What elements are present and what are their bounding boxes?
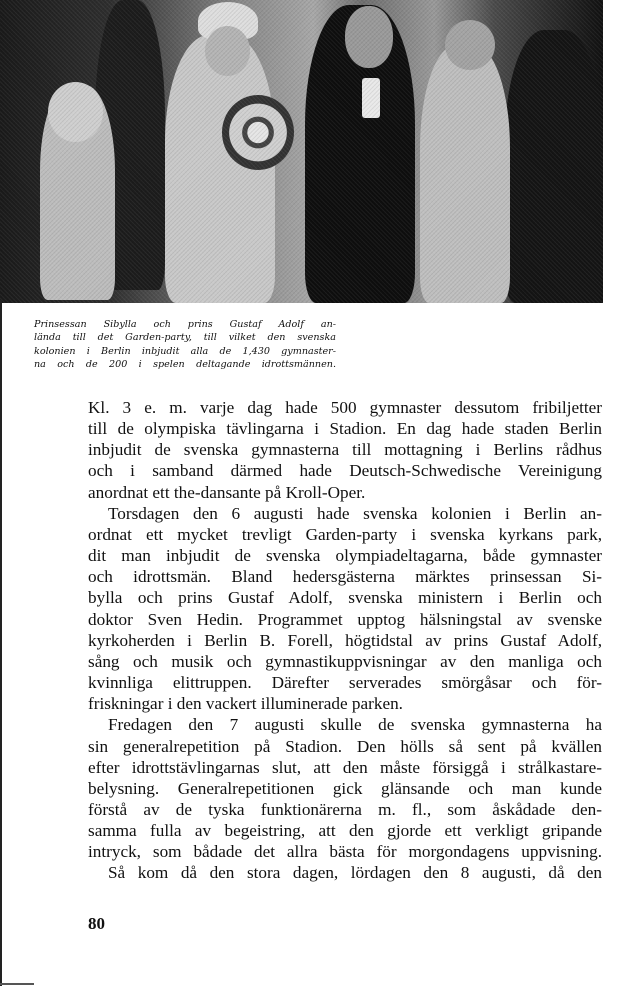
body-line: Fredagen den 7 augusti skulle de svenska gymnasterna ha	[108, 715, 602, 735]
scan-edge-left	[0, 300, 2, 986]
body-line: doktor Sven Hedin. Programmet upptog hälsningstal av svenske	[88, 609, 602, 629]
body-line: Så kom då den stora dagen, lördagen den 8 augusti, då den	[108, 863, 602, 883]
body-line: sång och musik och gymnastikuppvisningar av den manliga och	[88, 651, 602, 671]
photo-halftone-grain	[0, 0, 603, 303]
photo-caption	[34, 318, 336, 371]
page-number: 80	[88, 914, 105, 933]
caption-line: kolonien i Berlin inbjudit alla de 1,430 gymnaster-	[34, 345, 336, 357]
body-line: Torsdagen den 6 augusti hade svenska kolonien i Berlin an-	[108, 503, 602, 523]
body-line: inbjudit de svenska gymnasterna till mottagning i Berlins rådhus	[88, 440, 602, 460]
body-line: Kl. 3 e. m. varje dag hade 500 gymnaster dessutom fribiljetter	[88, 398, 602, 417]
body-line: och idrottsmän. Bland hedersgästerna märktes prinsessan Si-	[88, 567, 602, 587]
body-line: anordnat ett the-dansante på Kroll-Oper.	[88, 482, 366, 502]
caption-line: Prinsessan Sibylla och prins Gustaf Adolf an-	[34, 319, 336, 330]
body-line: kvinnliga elittruppen. Därefter serverades smörgåsar och för-	[88, 673, 602, 693]
body-text	[88, 397, 602, 884]
body-line: efter idrottstävlingarnas slut, att den måste försiggå i strålkastare-	[88, 757, 602, 777]
body-line: bylla och prins Gustaf Adolf, svenska ministern i Berlin och	[88, 588, 602, 608]
body-line: samma fulla av begeistring, att den gjorde ett verkligt gripande	[88, 821, 602, 841]
caption-line: na och de 200 i spelen deltagande idrottsmännen.	[34, 358, 336, 370]
scan-edge-bottom	[0, 983, 34, 985]
body-line: till de olympiska tävlingarna i Stadion. En dag hade staden Berlin	[88, 419, 602, 439]
body-line: belysning. Generalrepetitionen gick glänsande och man kunde	[88, 778, 602, 798]
body-line: dit man inbjudit de svenska olympiadeltagarna, både gymnaster	[88, 546, 602, 566]
body-line: sin generalrepetition på Stadion. Den hölls så sent på kvällen	[88, 736, 602, 756]
photograph	[0, 0, 603, 303]
body-line: intryck, som bådade det allra bästa för morgondagens uppvisning.	[88, 842, 602, 862]
body-line: ordnat ett mycket trevligt Garden-party i svenska kyrkans park,	[88, 524, 602, 544]
body-line: och i samband därmed hade Deutsch-Schwedische Vereinigung	[88, 461, 602, 481]
body-line: förstå av de tyska funktionärerna m. fl., som åskådade den-	[88, 799, 602, 819]
caption-line: lända till det Garden-party, till vilket den svenska	[34, 332, 336, 344]
body-line: kyrkoherden i Berlin B. Forell, högtidstal av prins Gustaf Adolf,	[88, 630, 602, 650]
body-line: friskningar i den vackert illuminerade parken.	[88, 694, 403, 714]
